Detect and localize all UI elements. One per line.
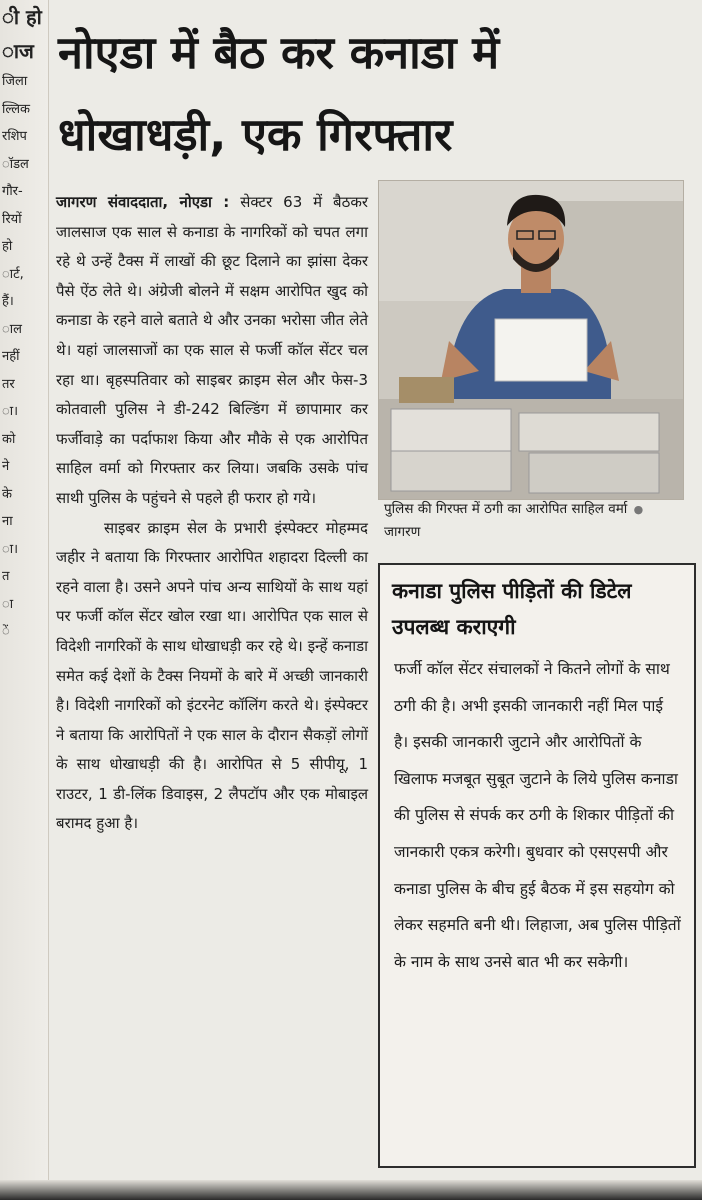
clipped-fragment: को — [2, 431, 16, 447]
clipped-fragment: ी हो — [2, 5, 42, 29]
clipped-fragment: तर — [2, 376, 15, 392]
clipped-fragment: ना — [2, 514, 13, 529]
headline-line-1: नोएडा में बैठ कर कनाडा में — [58, 26, 500, 79]
sidebar-body: फर्जी कॉल सेंटर संचालकों ने कितने लोगों के साथ ठगी की है। अभी इसकी जानकारी नहीं मिल पाई है। इसकी जानकारी जुटाने और आरोपितों के खिलाफ मजबूत सुबूत जुटाने के लिये पुलिस कनाडा की पुलिस से संपर्क कर ठगी के शिकार पीड़ितों की जानकारी एकत्र करेगी। बुधवार को एसएसपी और कनाडा पुलिस के बीच हुई बैठक में इस सहयोग को लेकर सहमति बनी थी। लिहाजा, अब पुलिस पीड़ितों के नाम के साथ उनसे बात भी कर सकेगी। — [394, 660, 681, 971]
clipped-fragment: नहीं — [2, 349, 20, 364]
page-bottom-edge — [0, 1180, 702, 1200]
clipped-fragment: हैं। — [2, 294, 14, 309]
sidebar-heading: कनाडा पुलिस पीड़ितों की डिटेल उपलब्ध कराएगी — [392, 579, 632, 639]
clipped-fragment: रियों — [2, 211, 22, 227]
clipped-fragment: ने — [2, 459, 10, 474]
clipped-fragment: ा। — [2, 541, 19, 557]
clipped-fragment: गौर- — [2, 184, 23, 199]
clipped-fragment: त — [2, 569, 10, 584]
photo-credit: जागरण — [384, 524, 421, 540]
article-paragraph-1 — [56, 188, 368, 514]
clipped-fragment: ल्लिक — [2, 101, 31, 117]
clipped-fragment: ा। — [2, 404, 19, 419]
headline-line-2: धोखाधड़ी, एक गिरफ्तार — [58, 108, 453, 161]
clipped-fragment: ाल — [2, 321, 22, 337]
jagran-logo-icon: ● — [633, 503, 644, 516]
article-headline — [58, 12, 698, 176]
news-photo — [378, 180, 684, 500]
clipped-fragment: ाज — [2, 39, 34, 63]
article-paragraph-2: साइबर क्राइम सेल के प्रभारी इंस्पेक्टर मोहम्मद जहीर ने बताया कि गिरफ्तार आरोपित शहादरा दिल्ली का रहने वाला है। उसने अपने पांच अन्य साथियों के साथ यहां पर फर्जी कॉल सेंटर खोल रखा था। आरोपित एक साल से विदेशी नागरिकों के साथ धोखाधड़ी कर रहे थे। इन्हें कनाडा समेत कई देशों के टैक्स नियमों के बारे में अच्छी जानकारी है। विदेशी नागरिकों को इंटरनेट कॉलिंग करते थे। इंस्पेक्टर ने बताया कि आरोपितों ने एक साल के दौरान सैकड़ों लोगों के साथ धोखाधड़ी की है। आरोपित से 5 सीपीयू, 1 राउटर, 1 डी-लिंक डिवाइस, 2 लैपटॉप और एक मोबाइल बरामद हुआ है। — [56, 518, 368, 833]
clipped-fragment: ॉडल — [2, 156, 29, 172]
clipped-fragment: हो — [2, 239, 13, 254]
clipped-fragment: ार्ट, — [2, 266, 24, 282]
sidebar-box — [378, 563, 696, 1168]
arrested-man-photo — [379, 181, 683, 499]
clipped-fragment: ें — [2, 624, 10, 639]
paragraph-1-text: सेक्टर 63 में बैठकर जालसाज एक साल से कनाडा के नागरिकों को चपत लगा रहे थे उन्हें टैक्स में लाखों की छूट दिलाने का झांसा देकर पैसे ऐंठ लेते थे। अंग्रेजी बोलने में सक्षम आरोपित खुद को कनाडा के रहने वाले बताते थे और उनका भरोसा जीत लेते थे। यहां जालसाजों का एक साल से फर्जी कॉल सेंटर चल रहा था। बृहस्पतिवार को साइबर क्राइम सेल और फेस-3 कोतवाली पुलिस ने डी-242 बिल्डिंग में छापामार कर फर्जीवाड़े का पर्दाफाश किया और मौके से एक आरोपित साहिल वर्मा को गिरफ्तार कर लिया। जबकि उसके पांच साथी पुलिस के पहुंचने से पहले ही फरार हो गये। — [56, 193, 368, 507]
byline: जागरण संवाददाता, नोएडा : — [56, 193, 230, 211]
article-body — [56, 188, 368, 839]
clipped-neighbor-column — [0, 0, 49, 1200]
clipped-fragment: रशिप — [2, 129, 27, 144]
clipped-fragment: ा — [2, 596, 14, 612]
caption-text: पुलिस की गिरफ्त में ठगी का आरोपित साहिल वर्मा — [384, 501, 628, 517]
clipped-fragment: जिला — [2, 74, 28, 89]
photo-caption — [384, 498, 684, 544]
clipped-fragment: के — [2, 486, 12, 502]
